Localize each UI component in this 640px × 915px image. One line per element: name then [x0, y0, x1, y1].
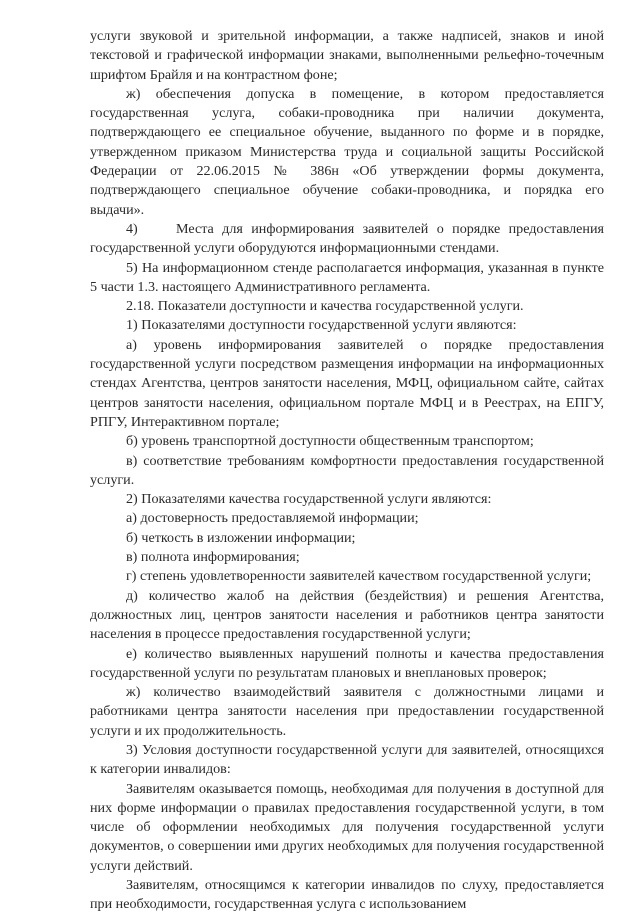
list-item-b-transport: б) уровень транспортной доступности общественным транспортом;	[126, 433, 534, 450]
paragraph-item-5: 5) На информационном стенде располагается информация, указанная в пункте 5 части 1.3. настоящего Административного регламента.	[90, 259, 604, 295]
list-item-d-complaints: д) количество жалоб на действия (бездействия) и решения Агентства, должностных лиц, центров занятости населения и работников центра занятости населения в процессе предоставления государственной услуги;	[90, 587, 604, 643]
paragraph-continuation: услуги звуковой и зрительной информации, а также надписей, знаков и иной текстовой и графической информации знаками, выполненными рельефно-точечным шрифтом Брайля и на контрастном фоне;	[90, 28, 604, 83]
list-item-a-reliability: а) достоверность предоставляемой информации;	[126, 510, 419, 527]
section-heading-2-18: 2.18. Показатели доступности и качества государственной услуги.	[126, 298, 524, 315]
list-item-e-violations: е) количество выявленных нарушений полноты и качества предоставления государственной услуги по результатам плановых и внеплановых проверок;	[90, 645, 604, 681]
paragraph-accessibility-indicators: 1) Показателями доступности государственной услуги являются:	[126, 317, 517, 334]
list-item-zh-interactions: ж) количество взаимодействий заявителя с должностными лицами и работниками центра занятости населения при предоставлении государственной услуги и их продолжительность.	[90, 684, 604, 739]
list-item-v-completeness: в) полнота информирования;	[126, 549, 300, 566]
paragraph-disability-conditions: 3) Условия доступности государственной услуги для заявителей, относящихся к категории инвалидов:	[90, 741, 604, 778]
item-4-number: 4)	[126, 220, 138, 237]
list-item-b-clarity: б) четкость в изложении информации;	[126, 529, 356, 546]
document-page	[90, 27, 604, 915]
paragraph-item-zh-guide-dog: ж) обеспечения допуска в помещение, в котором предоставляется государственная услуга, собаки-проводника при наличии документа, подтверждающего ее специальное обучение, выданного по форме и в порядке, утвержденном приказом Министерства труда и социальной защиты Российской Федерации от 22.06.2015 № 386н «Об утверждении формы документа, подтверждающего специальное обучение собаки-проводника, и порядка его выдачи».	[90, 85, 604, 218]
paragraph-hearing-impaired: Заявителям, относящимся к категории инвалидов по слуху, предоставляется при необходимости, государственная услуга с использованием	[90, 877, 604, 913]
paragraph-quality-indicators: 2) Показателями качества государственной услуги являются:	[126, 491, 492, 508]
list-item-a-informing-level: а) уровень информирования заявителей о порядке предоставления государственной услуги посредством размещения информации на информационных стендах Агентства, центров занятости населения, МФЦ, официальном сайте, сайтах центров занятости населения, официальном портале МФЦ и в Реестрах, на ЕПГУ, РПГУ, Интерактивном портале;	[90, 336, 604, 430]
paragraph-assistance: Заявителям оказывается помощь, необходимая для получения в доступной для них форме информации о правилах предоставления государственной услуги, в том числе об оформлении необходимых для получения государственной услуги документов, о совершении ими других необходимых для получения государственной услуги действий.	[90, 780, 604, 874]
paragraph-item-4	[90, 220, 604, 259]
list-item-g-satisfaction: г) степень удовлетворенности заявителей качеством государственной услуги;	[126, 568, 592, 585]
item-4-text: Места для информирования заявителей о порядке предоставления государственной услуги оборудуются информационными стендами.	[90, 220, 604, 257]
list-item-v-comfort: в) соответствие требованиям комфортности предоставления государственной услуги.	[90, 452, 604, 488]
